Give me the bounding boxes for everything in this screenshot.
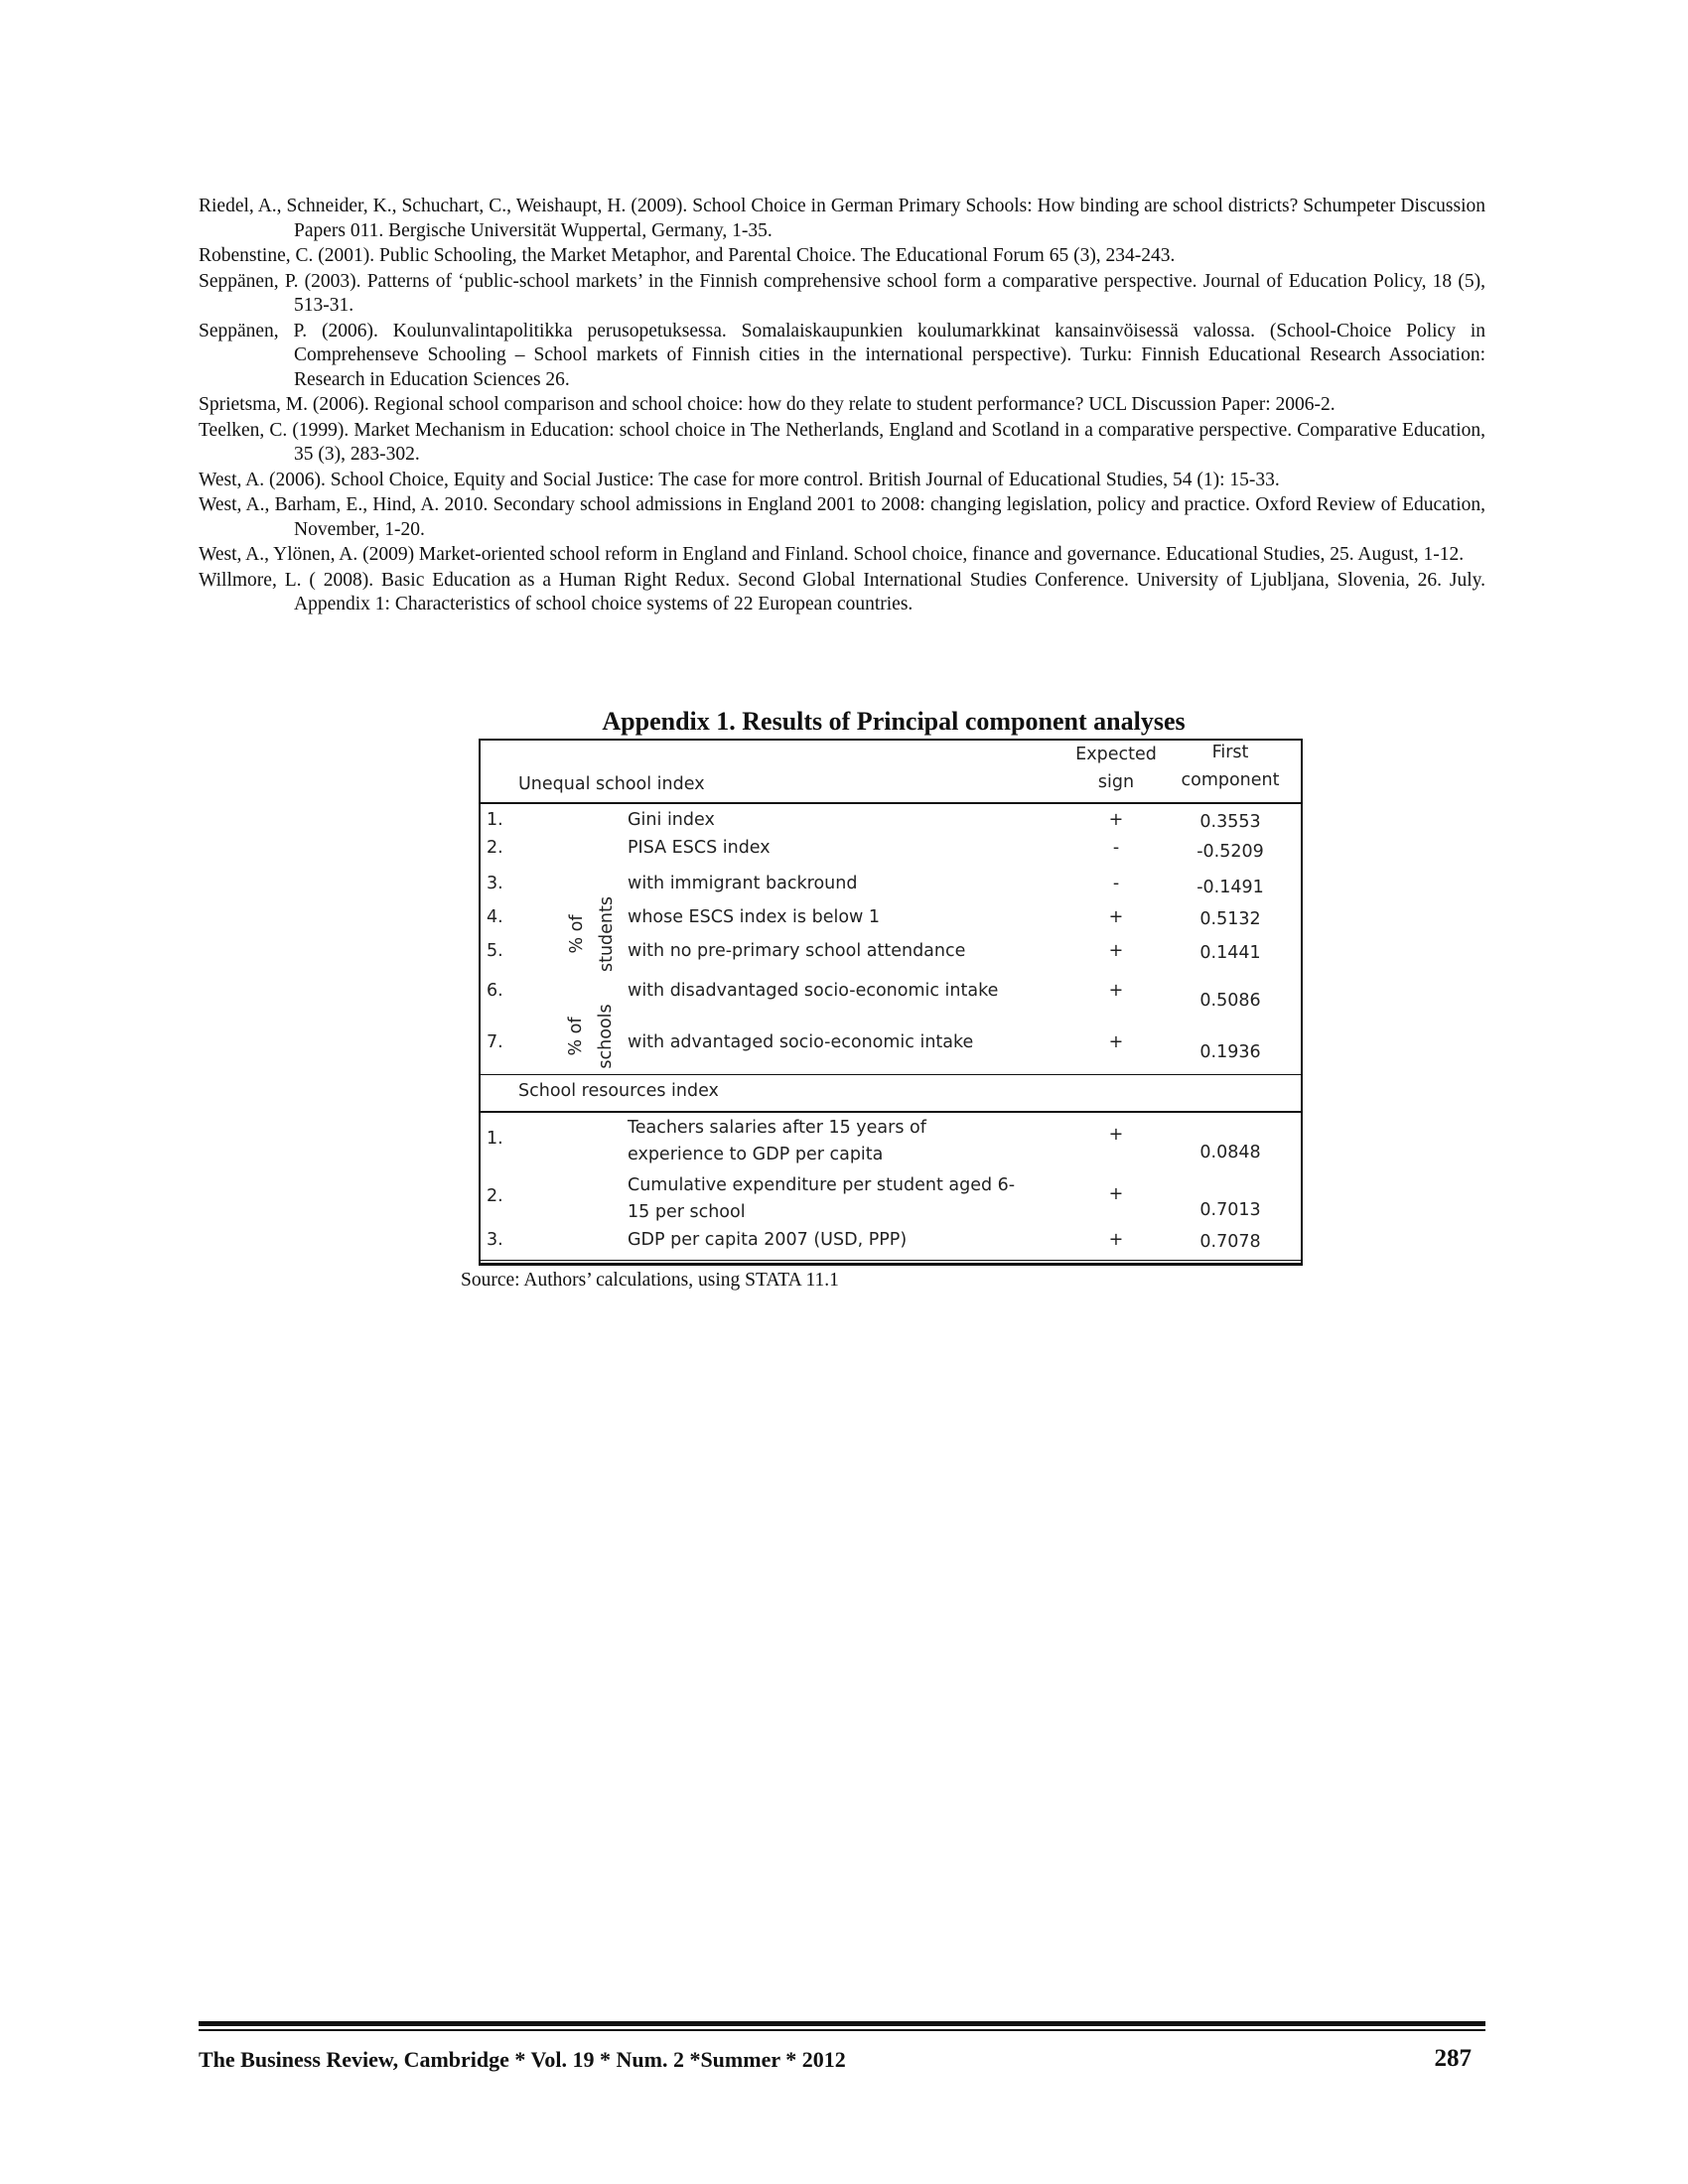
table-row [481, 1030, 1301, 1074]
row-label-line2: experience to GDP per capita [628, 1145, 884, 1164]
reference-item: Willmore, L. ( 2008). Basic Education as a Human Right Redux. Second Global International Studies Conference. University of Ljubljana, Slovenia, 26. July. Appendix 1: Characteristics of school choice systems of 22 European countries. [199, 569, 1485, 614]
row-value: 0.1441 [1199, 943, 1261, 963]
header-unequal-index: Unequal school index [518, 774, 705, 794]
row-label: Gini index [628, 810, 715, 830]
row-sign: - [1112, 838, 1120, 858]
resources-title: School resources index [518, 1081, 719, 1101]
row-value: 0.5086 [1199, 991, 1261, 1011]
group-schools-line2: schools [596, 1004, 616, 1069]
row-value: 0.1936 [1199, 1042, 1261, 1062]
table-row [481, 905, 1301, 939]
row-sign: + [1108, 1184, 1124, 1204]
appendix-section [461, 707, 1309, 1292]
reference-item: Teelken, C. (1999). Market Mechanism in Education: school choice in The Netherlands, England and Scotland in a comparative perspective. Comparative Education, 35 (3), 283-302. [199, 419, 1485, 465]
header-expected-sign-l1: Expected [1075, 745, 1157, 764]
reference-item: West, A. (2006). School Choice, Equity and Social Justice: The case for more control. British Journal of Educational Studies, 54 (1): 15-33. [199, 469, 1280, 490]
row-label: with no pre-primary school attendance [628, 941, 966, 961]
row-number: 1. [487, 1129, 503, 1149]
resources-section-header [481, 1074, 1301, 1113]
row-label: with immigrant backround [628, 874, 858, 893]
reference-list [199, 195, 1485, 618]
row-label: whose ESCS index is below 1 [628, 907, 881, 927]
row-value: 0.3553 [1199, 812, 1261, 832]
footer-rule-thin [199, 2029, 1485, 2031]
table-row [481, 838, 1301, 872]
row-value: 0.7078 [1199, 1232, 1261, 1252]
row-sign: + [1108, 907, 1124, 927]
row-sign: + [1108, 1032, 1124, 1052]
header-first-component-l2: component [1181, 770, 1280, 790]
table-row [481, 872, 1301, 905]
table-row [481, 1170, 1301, 1228]
row-number: 6. [487, 981, 503, 1001]
row-label: GDP per capita 2007 (USD, PPP) [628, 1230, 908, 1250]
row-value: 0.0848 [1199, 1143, 1261, 1162]
row-number: 3. [487, 874, 503, 893]
header-first-component-l1: First [1211, 743, 1249, 762]
appendix-title: Appendix 1. Results of Principal component analyses [602, 707, 1186, 736]
group-students-line2: students [597, 896, 617, 973]
reference-item: Riedel, A., Schneider, K., Schuchart, C., Weishaupt, H. (2009). School Choice in German Primary Schools: How binding are school districts? Schumpeter Discussion Papers 011. Bergische Universität Wuppertal, Germany, 1-35. [199, 196, 1485, 241]
row-number: 7. [487, 1032, 503, 1052]
table-source-note: Source: Authors’ calculations, using STATA 11.1 [461, 1270, 839, 1291]
row-number: 2. [487, 1186, 503, 1206]
unequal-rows [481, 804, 1301, 1074]
table-row [481, 1228, 1301, 1264]
row-sign: + [1108, 1125, 1124, 1145]
row-sign: + [1108, 941, 1124, 961]
group-students-line1: % of [567, 914, 587, 954]
row-label-line1: Cumulative expenditure per student aged 6- [628, 1175, 1016, 1195]
row-number: 1. [487, 810, 503, 830]
pca-results-table [479, 739, 1303, 1266]
row-number: 5. [487, 941, 503, 961]
reference-item: West, A., Ylönen, A. (2009) Market-oriented school reform in England and Finland. School choice, finance and governance. Educational Studies, 25. August, 1-12. [199, 544, 1465, 565]
footer-rule-thick [199, 2021, 1485, 2026]
table-row [481, 939, 1301, 981]
row-value: -0.5209 [1196, 842, 1264, 862]
reference-item: Sprietsma, M. (2006). Regional school comparison and school choice: how do they relate to student performance? UCL Discussion Paper: 2006-2. [199, 394, 1336, 415]
row-value: 0.5132 [1199, 909, 1261, 929]
row-sign: - [1112, 874, 1120, 893]
group-schools-line1: % of [566, 1017, 586, 1056]
reference-item: Seppänen, P. (2003). Patterns of ‘public-school markets’ in the Finnish comprehensive school form a comparative perspective. Journal of Education Policy, 18 (5), 513-31. [199, 270, 1485, 316]
row-sign: + [1108, 981, 1124, 1001]
row-sign: + [1108, 810, 1124, 830]
row-label: with advantaged socio-economic intake [628, 1032, 974, 1052]
row-number: 2. [487, 838, 503, 858]
reference-item: Robenstine, C. (2001). Public Schooling, the Market Metaphor, and Parental Choice. The Educational Forum 65 (3), 234-243. [199, 245, 1176, 266]
table-header-row [481, 741, 1301, 804]
row-number: 3. [487, 1230, 503, 1250]
table-row [481, 804, 1301, 838]
row-label [628, 1172, 1015, 1226]
journal-info: The Business Review, Cambridge * Vol. 19 * Num. 2 *Summer * 2012 [199, 2047, 846, 2072]
row-label: with disadvantaged socio-economic intake [628, 981, 999, 1001]
row-value: -0.1491 [1196, 878, 1264, 897]
reference-item: West, A., Barham, E., Hind, A. 2010. Secondary school admissions in England 2001 to 2008: changing legislation, policy and practice. Oxford Review of Education, November, 1-20. [199, 494, 1485, 540]
table-row [481, 1113, 1301, 1170]
row-label [628, 1115, 926, 1168]
row-label-line2: 15 per school [628, 1202, 746, 1222]
reference-item: Seppänen, P. (2006). Koulunvalintapolitikka perusopetuksessa. Somalaiskaupunkien koulumarkkinat kansainvöisessä valossa. (School-Choice Policy in Comprehenseve Schooling – School markets of Finnish cities in the international perspective). Turku: Finnish Educational Research Association: Research in Education Sciences 26. [199, 320, 1485, 390]
page-number: 287 [1434, 2045, 1472, 2072]
header-expected-sign-l2: sign [1097, 772, 1135, 792]
row-label-line1: Teachers salaries after 15 years of [628, 1118, 926, 1138]
row-label: PISA ESCS index [628, 838, 771, 858]
row-value: 0.7013 [1199, 1200, 1261, 1220]
table-row [481, 981, 1301, 1030]
row-sign: + [1108, 1230, 1124, 1250]
row-number: 4. [487, 907, 503, 927]
